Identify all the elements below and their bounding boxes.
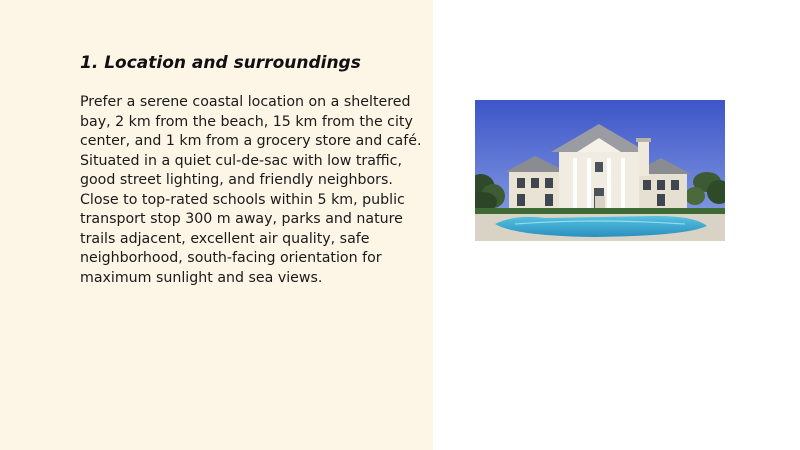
section-heading: 1. Location and surroundings bbox=[80, 53, 361, 73]
house-photo bbox=[475, 100, 725, 241]
section-body-text: Prefer a serene coastal location on a sheltered bay, 2 km from the beach, 15 km from the city center, and 1 km from a grocery store and café. Situated in a quiet cul-de-sac with low traffic, good street lighting, and friendly neighbors. Close to top-rated schools within 5 km, public transport stop 300 m away, parks and nature trails adjacent, excellent air quality, safe neighborhood, south-facing orientation for maximum sunlight and sea views. bbox=[80, 94, 422, 286]
